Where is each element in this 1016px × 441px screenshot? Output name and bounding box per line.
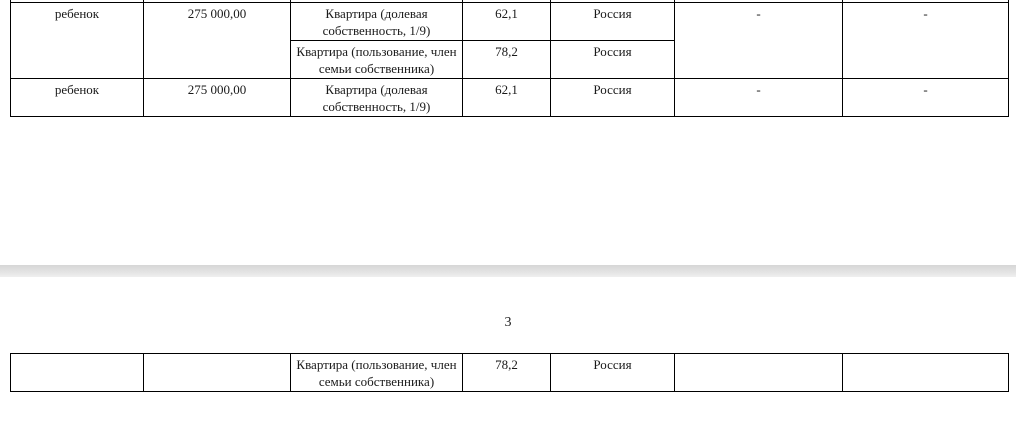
area-cell: 78,2 — [463, 354, 551, 392]
country-cell: Россия — [551, 41, 675, 79]
page-separator — [0, 265, 1016, 277]
table-row — [11, 79, 1009, 117]
vehicle-cell: - — [675, 3, 843, 79]
income-cell: 275 000,00 — [144, 3, 291, 79]
country-cell: Россия — [551, 3, 675, 41]
vehicle-cell — [675, 354, 843, 392]
table-row — [11, 354, 1009, 392]
deal-cell: - — [843, 79, 1009, 117]
property-type-cell: Квартира (пользование, член семьи собственника) — [291, 41, 463, 79]
country-cell: Россия — [551, 79, 675, 117]
relation-cell: ребенок — [11, 79, 144, 117]
property-type-cell: Квартира (долевая собственность, 1/9) — [291, 79, 463, 117]
relation-cell: ребенок — [11, 3, 144, 79]
deal-cell — [843, 354, 1009, 392]
property-type-cell: Квартира (пользование, член семьи собственника) — [291, 354, 463, 392]
page-3 — [0, 277, 1016, 441]
income-cell — [144, 354, 291, 392]
declaration-table — [10, 0, 1009, 117]
country-cell: Россия — [551, 354, 675, 392]
income-cell: 275 000,00 — [144, 79, 291, 117]
table-row — [11, 3, 1009, 41]
declaration-table — [10, 353, 1009, 392]
area-cell: 78,2 — [463, 41, 551, 79]
property-type-cell: Квартира (долевая собственность, 1/9) — [291, 3, 463, 41]
area-cell: 62,1 — [463, 79, 551, 117]
page-number: 3 — [504, 315, 512, 330]
vehicle-cell: - — [675, 79, 843, 117]
deal-cell: - — [843, 3, 1009, 79]
relation-cell — [11, 354, 144, 392]
area-cell: 62,1 — [463, 3, 551, 41]
